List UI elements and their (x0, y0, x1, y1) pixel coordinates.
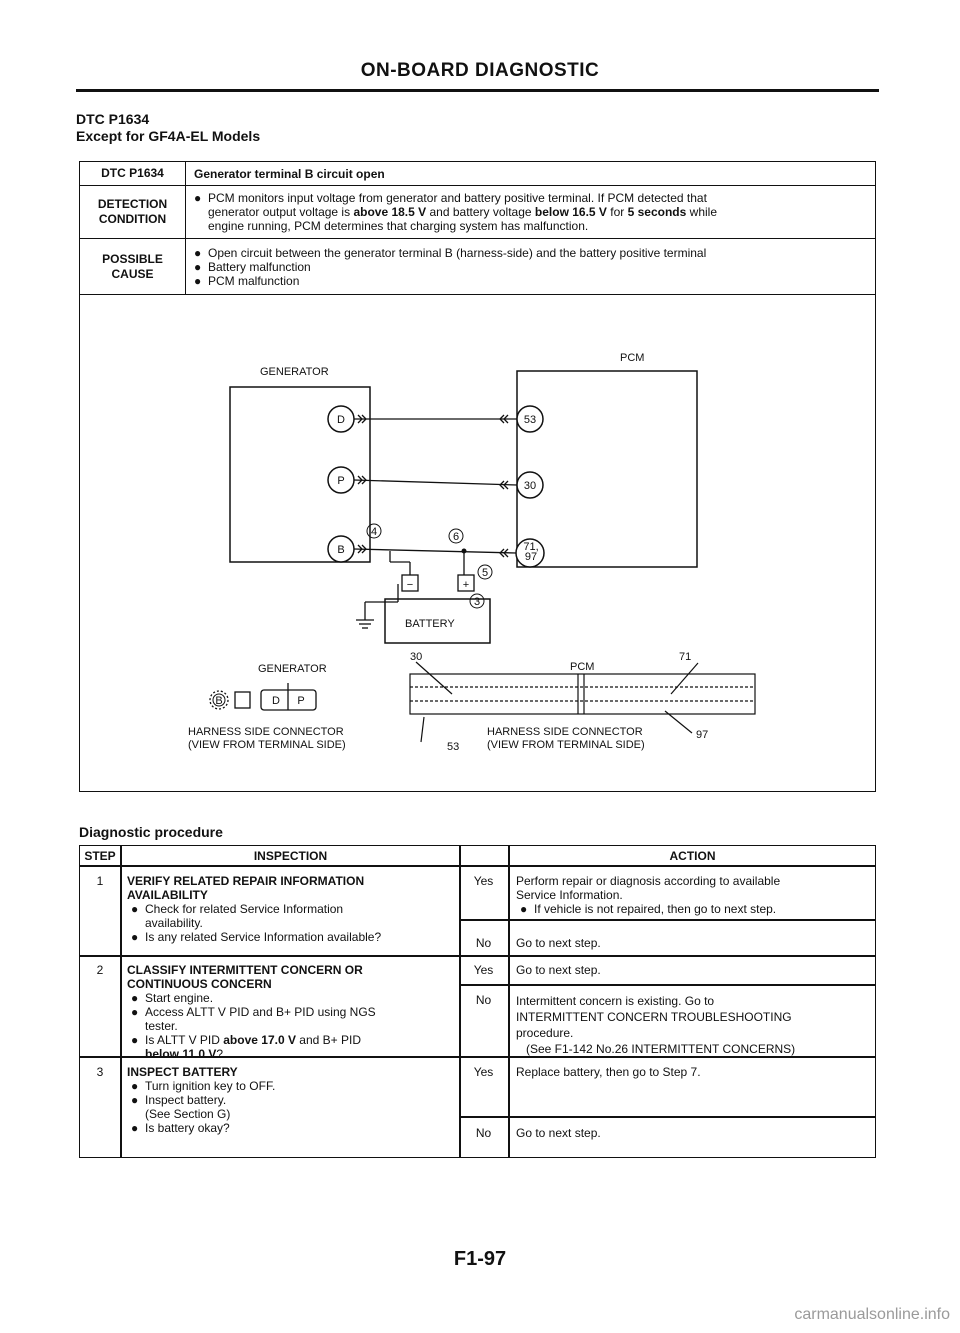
step-2-no-action: Intermittent concern is existing. Go to INTERMITTENT CONCERN TROUBLESHOOTING procedure. (See F1-142 No.26 INTERMITTENT CONCERNS) (516, 994, 796, 1056)
possible-cause-label: POSSIBLE CAUSE (80, 239, 186, 294)
step-1-yes: Yes (473, 874, 494, 888)
harness-gen-line1: HARNESS SIDE CONNECTOR (188, 726, 344, 738)
step-2-inspection: CLASSIFY INTERMITTENT CONCERN OR CONTINUOUS CONCERN ● Start engine. ● Access ALTT V PID and B+ PID using NGS tester. ● Is ALTT V PID above 17.0 V and B+ PID below 11.0 V? (127, 963, 376, 1061)
step-2-number: 2 (96, 963, 104, 977)
pcm-body (517, 371, 697, 567)
diagnostic-procedure-title: Diagnostic procedure (79, 824, 223, 840)
svg-text:D: D (337, 414, 345, 426)
header-inspection: INSPECTION (253, 849, 328, 863)
step-1-yes-action: Perform repair or diagnosis according to available Service Information. ● If vehicle is not repaired, then go to next step. (516, 874, 781, 916)
page-header-title: ON-BOARD DIAGNOSTIC (360, 60, 600, 81)
circled-number-5 (478, 565, 492, 579)
svg-text:3: 3 (473, 596, 481, 608)
dtc-subtitle: Except for GF4A-EL Models (76, 128, 261, 144)
dtc-info-box (79, 161, 876, 792)
gen-terminal-p (328, 467, 354, 493)
header-rule (76, 89, 879, 92)
page-number: F1-97 (453, 1248, 507, 1270)
svg-text:4: 4 (370, 526, 378, 538)
harness-pcm-line1: HARNESS SIDE CONNECTOR (487, 726, 643, 738)
step-1-no-action: Go to next step. (516, 936, 601, 950)
step-3-inspection: INSPECT BATTERY ● Turn ignition key to OFF. ● Inspect battery. (See Section G) ● Is battery okay? (127, 1065, 276, 1135)
step-3-yes: Yes (473, 1065, 494, 1079)
conn-pcm-label: PCM (570, 661, 595, 673)
row-divider (80, 955, 875, 957)
step-2-yes: Yes (473, 963, 494, 977)
svg-text:P: P (297, 695, 305, 707)
svg-text:B: B (215, 695, 223, 707)
header-step: STEP (84, 849, 116, 863)
col-divider (120, 846, 122, 1157)
svg-text:B: B (337, 544, 345, 556)
row-divider (459, 984, 875, 986)
detection-condition-label: DETECTION CONDITION (80, 186, 186, 238)
pin-71-label: 71 (679, 651, 692, 663)
step-3-number: 3 (96, 1065, 104, 1079)
pin-97-label: 97 (696, 729, 709, 741)
pcm-label: PCM (620, 352, 645, 364)
diagnostic-procedure-table (79, 845, 876, 1158)
wires (354, 415, 517, 628)
step-3-yes-action: Replace battery, then go to Step 7. (516, 1065, 701, 1079)
circled-number-4 (367, 524, 381, 538)
junction-dot (462, 549, 467, 554)
generator-label: GENERATOR (260, 366, 329, 378)
step-1-number: 1 (96, 874, 104, 888)
conn-generator-label: GENERATOR (258, 663, 327, 675)
dtc-row-detection (80, 186, 875, 239)
svg-text:97: 97 (524, 551, 538, 563)
col-divider (508, 846, 510, 1157)
site-watermark: carmanualsonline.info (794, 1306, 950, 1323)
generator-connector (210, 683, 316, 710)
dtc-row-cause (80, 239, 875, 295)
dtc-row-code (80, 162, 875, 186)
header-action: ACTION (669, 849, 716, 863)
svg-text:71,: 71, (523, 541, 539, 553)
svg-text:30: 30 (523, 480, 537, 492)
step-2-yes-action: Go to next step. (516, 963, 601, 977)
detection-condition-value: ● PCM monitors input voltage from generator and battery positive terminal. If PCM detected that generator output voltage is above 18.5 V and battery voltage below 16.5 V for 5 seconds while engine running, PCM determines that charging system has malfunction. (194, 191, 717, 233)
dtc-code-label: DTC P1634 (80, 162, 186, 185)
dtc-code-value: Generator terminal B circuit open (194, 166, 385, 181)
harness-pcm-line2: (VIEW FROM TERMINAL SIDE) (487, 739, 645, 751)
row-divider (80, 865, 875, 867)
gen-terminal-b (328, 536, 354, 562)
possible-cause-value: ● Open circuit between the generator terminal B (harness-side) and the battery positive terminal ● Battery malfunction ● PCM malfunction (194, 245, 707, 288)
pin-30-label: 30 (410, 651, 423, 663)
svg-text:−: − (406, 579, 414, 591)
svg-text:5: 5 (481, 567, 489, 579)
harness-gen-line2: (VIEW FROM TERMINAL SIDE) (188, 739, 346, 751)
pin-53-label: 53 (447, 741, 460, 753)
circled-number-3 (470, 594, 484, 608)
svg-text:P: P (337, 475, 345, 487)
row-divider (459, 919, 875, 921)
svg-text:6: 6 (452, 531, 460, 543)
step-1-no: No (475, 936, 492, 950)
pcm-terminal-71-97 (516, 539, 544, 567)
circled-number-6 (449, 529, 463, 543)
dtc-code-heading: DTC P1634 (76, 111, 150, 127)
pcm-terminal-30 (517, 472, 543, 498)
step-3-no-action: Go to next step. (516, 1126, 601, 1140)
gen-terminal-d (328, 406, 354, 432)
svg-text:53: 53 (523, 414, 537, 426)
step-2-no: No (475, 993, 492, 1007)
step-3-no: No (475, 1126, 492, 1140)
row-divider (459, 1116, 875, 1118)
step-1-inspection: VERIFY RELATED REPAIR INFORMATION AVAILABILITY ● Check for related Service Information availability. ● Is any related Service Information available? (127, 874, 382, 944)
svg-text:D: D (272, 695, 280, 707)
pcm-terminal-53 (517, 406, 543, 432)
battery-label: BATTERY (405, 618, 455, 630)
wiring-diagram (80, 297, 875, 791)
svg-text:+: + (462, 579, 470, 591)
